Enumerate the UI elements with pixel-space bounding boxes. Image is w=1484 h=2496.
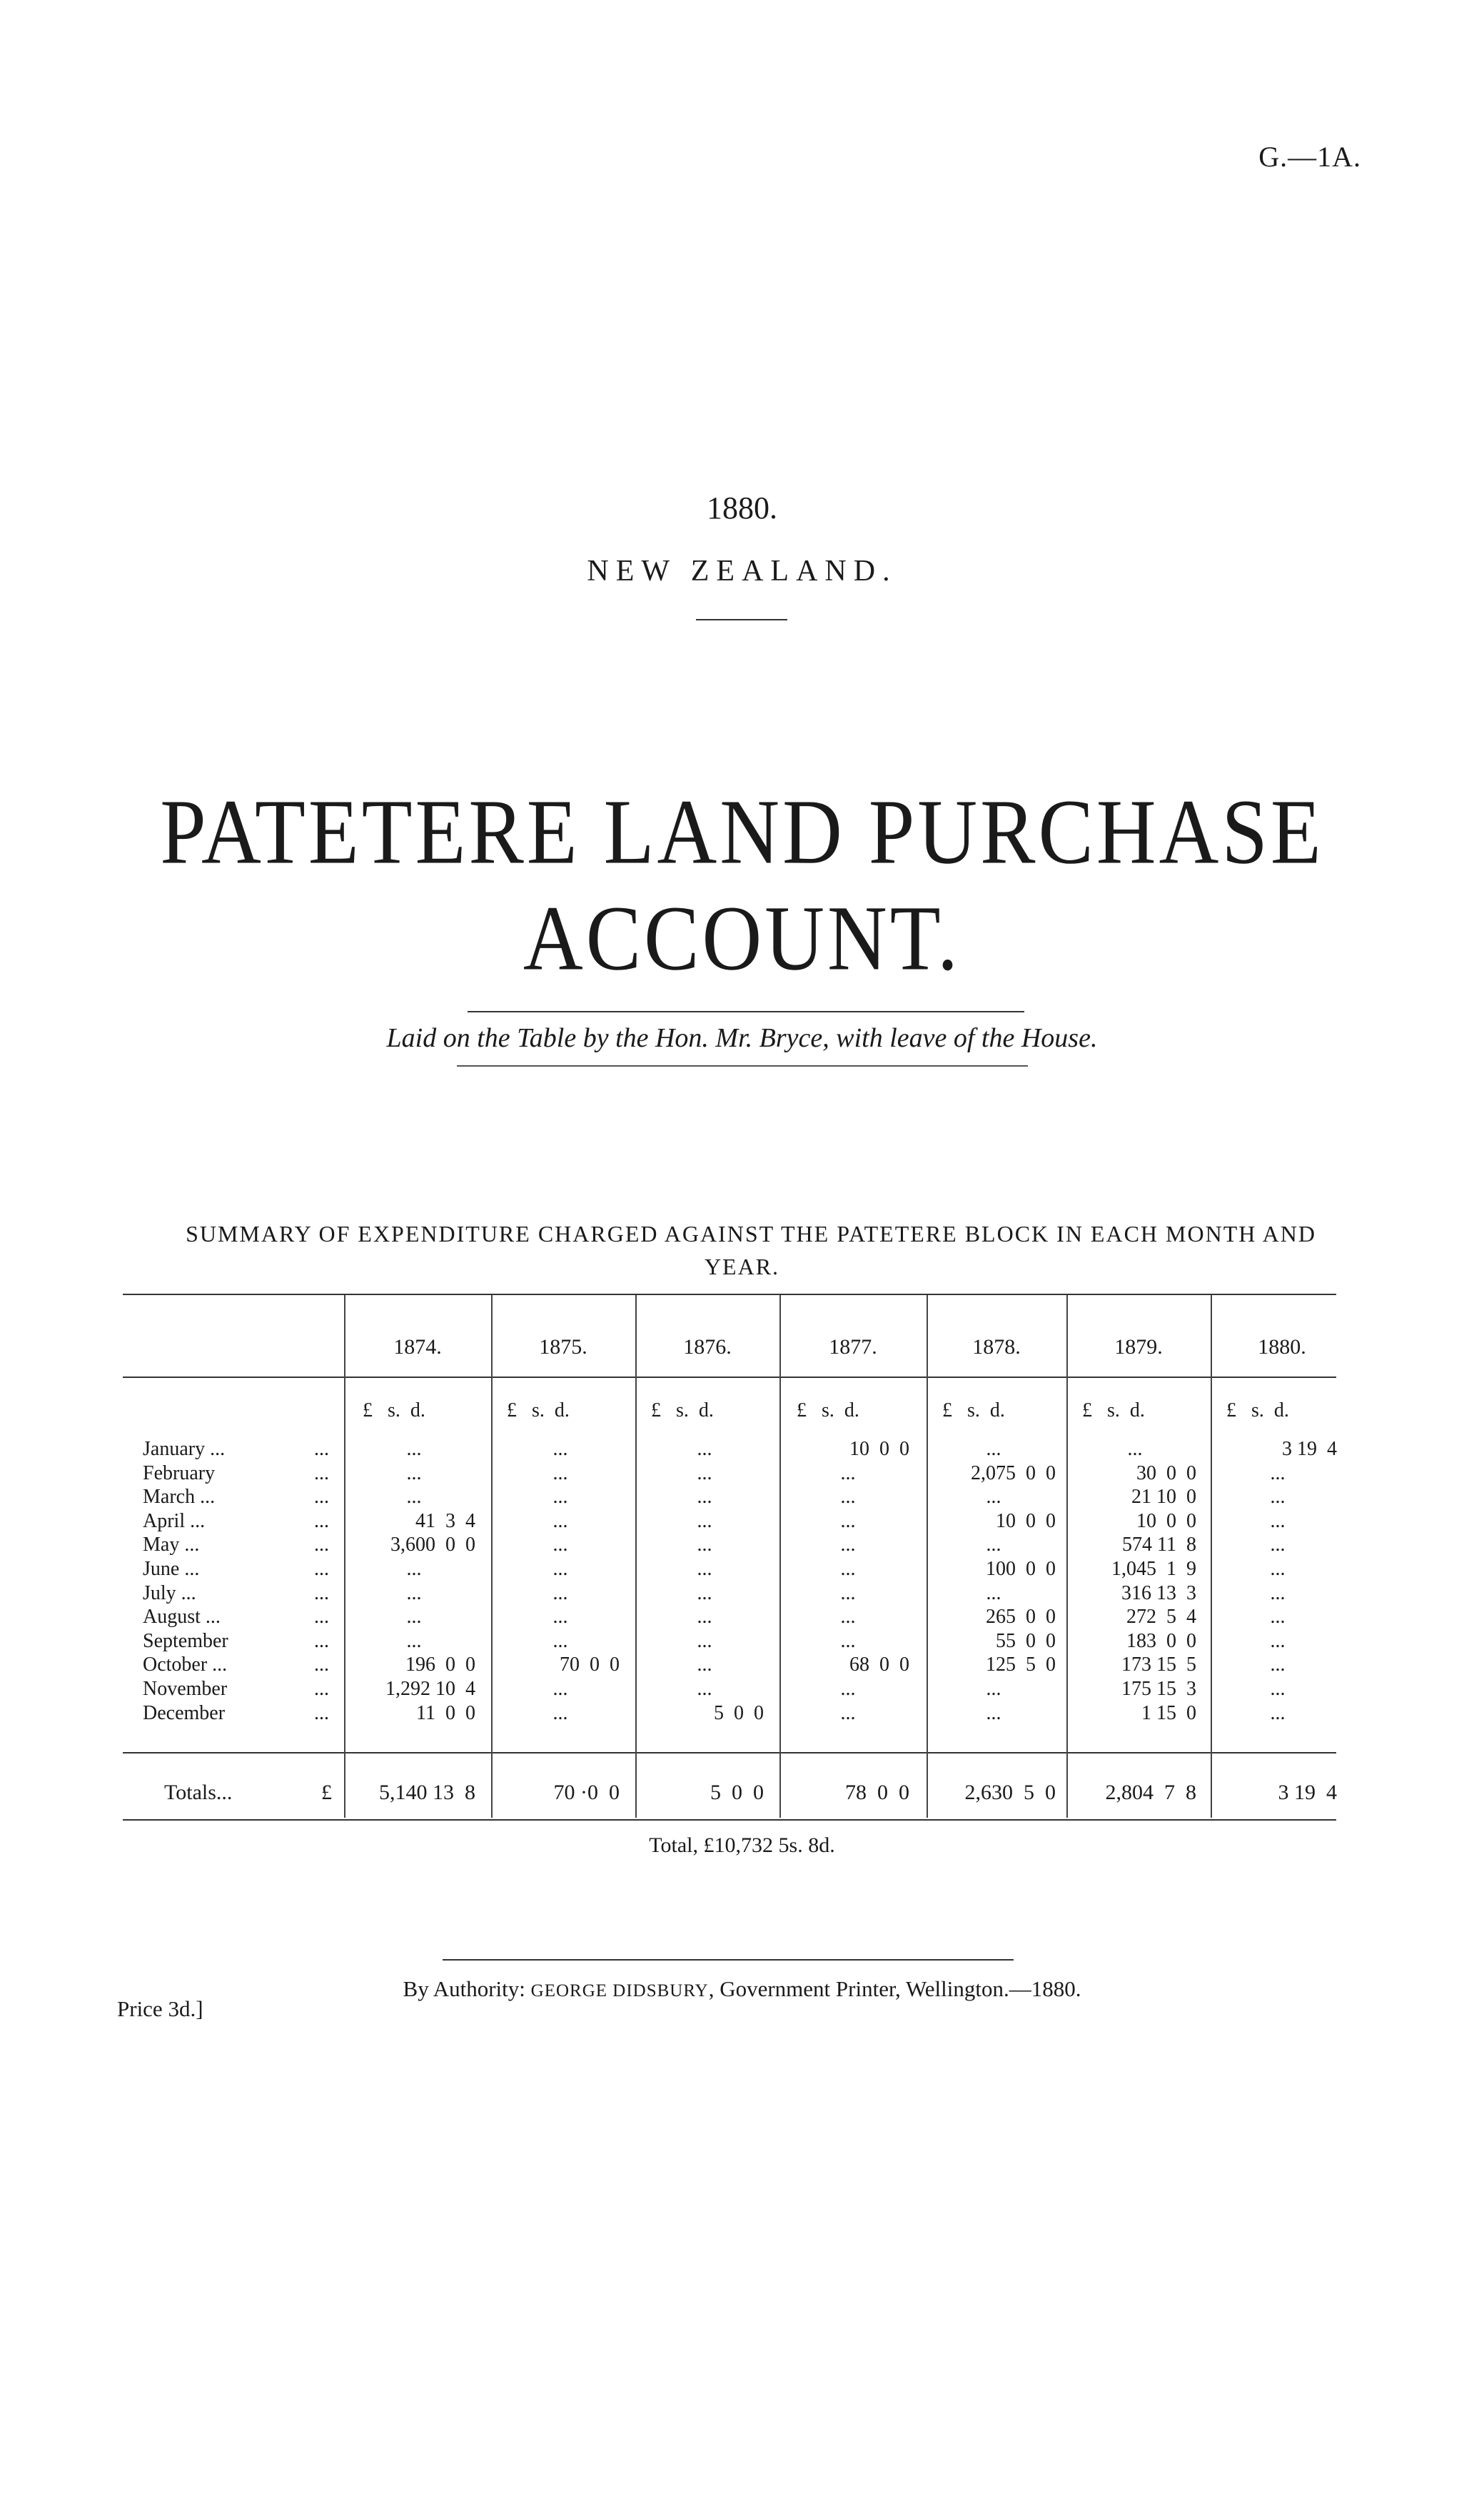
table-cell: ... bbox=[552, 1582, 568, 1604]
table-cell: ... bbox=[986, 1582, 1001, 1604]
table-cell: ... bbox=[1270, 1702, 1286, 1724]
total-1878: 2,630 5 0 bbox=[964, 1781, 1056, 1804]
table-cell: 2,075 0 0 bbox=[971, 1462, 1056, 1484]
column-divider bbox=[927, 1295, 928, 1818]
table-cell: ... bbox=[406, 1486, 422, 1508]
table-cell: 21 10 0 bbox=[1131, 1486, 1196, 1508]
year-header: 1878. bbox=[972, 1335, 1021, 1359]
laid-on-table-note: Laid on the Table by the Hon. Mr. Bryce, with leave of the House. bbox=[386, 1023, 1098, 1053]
divider bbox=[696, 619, 787, 620]
divider bbox=[468, 1011, 1024, 1012]
total-1874: 5,140 13 8 bbox=[379, 1781, 475, 1804]
month-label: May ... bbox=[143, 1534, 200, 1556]
leader-dots: ... bbox=[314, 1630, 329, 1652]
leader-dots: ... bbox=[314, 1702, 329, 1724]
table-cell: ... bbox=[697, 1438, 712, 1460]
column-divider bbox=[344, 1295, 345, 1818]
summary-heading: SUMMARY OF EXPENDITURE CHARGED AGAINST THE PATETERE BLOCK IN EACH MONTH AND bbox=[186, 1221, 1316, 1247]
table-cell: ... bbox=[406, 1462, 422, 1484]
table-cell: ... bbox=[697, 1534, 712, 1556]
table-cell: ... bbox=[406, 1630, 422, 1652]
table-cell: ... bbox=[552, 1486, 568, 1508]
table-cell: 30 0 0 bbox=[1136, 1462, 1196, 1484]
table-cell: ... bbox=[840, 1606, 856, 1628]
leader-dots: ... bbox=[314, 1534, 329, 1556]
table-cell: ... bbox=[552, 1678, 568, 1700]
table-cell: ... bbox=[552, 1438, 568, 1460]
printer-name: GEORGE DIDSBURY bbox=[530, 1981, 709, 2001]
divider bbox=[443, 1959, 1014, 1961]
currency-unit-header: £ s. d. bbox=[507, 1399, 570, 1421]
table-cell: ... bbox=[1127, 1438, 1143, 1460]
table-cell: ... bbox=[840, 1630, 856, 1652]
table-cell: 41 3 4 bbox=[415, 1510, 475, 1532]
table-cell: ... bbox=[1270, 1486, 1286, 1508]
table-cell: 3 19 4 bbox=[1282, 1438, 1337, 1460]
price-label: Price 3d.] bbox=[117, 1996, 203, 2021]
table-cell: 574 11 8 bbox=[1122, 1534, 1196, 1556]
table-cell: ... bbox=[406, 1558, 422, 1580]
table-cell: ... bbox=[697, 1606, 712, 1628]
leader-dots: ... bbox=[314, 1438, 329, 1460]
leader-dots: ... bbox=[314, 1678, 329, 1700]
table-cell: ... bbox=[406, 1606, 422, 1628]
table-cell: ... bbox=[1270, 1534, 1286, 1556]
totals-label: Totals... bbox=[164, 1781, 233, 1804]
leader-dots: ... bbox=[314, 1462, 329, 1484]
currency-unit-header: £ s. d. bbox=[363, 1399, 425, 1421]
document-year: 1880. bbox=[707, 490, 777, 525]
table-top-rule bbox=[123, 1294, 1336, 1295]
table-bottom-rule bbox=[123, 1819, 1336, 1821]
table-cell: ... bbox=[840, 1702, 856, 1724]
table-cell: ... bbox=[552, 1534, 568, 1556]
table-cell: ... bbox=[986, 1486, 1001, 1508]
month-label: September bbox=[143, 1630, 228, 1652]
table-cell: ... bbox=[697, 1462, 712, 1484]
table-cell: ... bbox=[840, 1558, 856, 1580]
printer-authority bbox=[0, 1976, 1484, 2002]
currency-unit-header: £ s. d. bbox=[1082, 1399, 1145, 1421]
page-title: PATETERE LAND PURCHASE ACCOUNT. bbox=[160, 781, 1324, 990]
table-cell: ... bbox=[552, 1606, 568, 1628]
table-cell: ... bbox=[1270, 1582, 1286, 1604]
table-cell: ... bbox=[840, 1486, 856, 1508]
currency-unit-header: £ s. d. bbox=[942, 1399, 1005, 1421]
year-header: 1875. bbox=[539, 1335, 587, 1359]
table-cell: ... bbox=[986, 1678, 1001, 1700]
table-cell: ... bbox=[697, 1510, 712, 1532]
table-cell: 272 5 4 bbox=[1126, 1606, 1196, 1628]
month-label: March ... bbox=[143, 1486, 216, 1508]
table-cell: ... bbox=[840, 1510, 856, 1532]
authority-suffix: , Government Printer, Wellington.—1880. bbox=[708, 1976, 1081, 2001]
table-cell: ... bbox=[552, 1558, 568, 1580]
table-cell: ... bbox=[1270, 1654, 1286, 1676]
currency-unit-header: £ s. d. bbox=[797, 1399, 859, 1421]
table-cell: 1,045 1 9 bbox=[1111, 1558, 1196, 1580]
table-cell: 11 0 0 bbox=[416, 1702, 475, 1724]
table-body-rule bbox=[123, 1752, 1336, 1753]
year-header: 1879. bbox=[1114, 1335, 1163, 1359]
column-divider bbox=[635, 1295, 637, 1818]
table-cell: ... bbox=[406, 1582, 422, 1604]
table-cell: 173 15 5 bbox=[1121, 1654, 1196, 1676]
table-cell: 55 0 0 bbox=[996, 1630, 1056, 1652]
table-cell: ... bbox=[697, 1678, 712, 1700]
table-cell: 3,600 0 0 bbox=[390, 1534, 475, 1556]
table-cell: ... bbox=[986, 1702, 1001, 1724]
table-header-rule bbox=[123, 1377, 1336, 1378]
table-cell: ... bbox=[1270, 1510, 1286, 1532]
leader-dots: ... bbox=[314, 1510, 329, 1532]
table-cell: 1,292 10 4 bbox=[385, 1678, 475, 1700]
authority-prefix: By Authority: bbox=[403, 1976, 531, 2001]
column-divider bbox=[1211, 1295, 1212, 1818]
table-cell: ... bbox=[552, 1510, 568, 1532]
table-cell: 175 15 3 bbox=[1121, 1678, 1196, 1700]
table-cell: ... bbox=[552, 1702, 568, 1724]
total-1876: 5 0 0 bbox=[710, 1781, 764, 1804]
table-cell: 125 5 0 bbox=[986, 1654, 1056, 1676]
document-reference: G.—1A. bbox=[1258, 141, 1361, 173]
table-cell: ... bbox=[697, 1582, 712, 1604]
table-cell: 196 0 0 bbox=[405, 1654, 475, 1676]
divider bbox=[457, 1065, 1028, 1067]
table-cell: 10 0 0 bbox=[996, 1510, 1056, 1532]
table-cell: ... bbox=[840, 1678, 856, 1700]
table-cell: ... bbox=[986, 1534, 1001, 1556]
table-cell: 10 0 0 bbox=[1136, 1510, 1196, 1532]
leader-dots: ... bbox=[314, 1654, 329, 1676]
table-cell: ... bbox=[1270, 1678, 1286, 1700]
table-cell: 68 0 0 bbox=[849, 1654, 909, 1676]
year-header: 1876. bbox=[683, 1335, 732, 1359]
month-label: February bbox=[143, 1462, 216, 1484]
currency-unit-header: £ s. d. bbox=[651, 1399, 714, 1421]
table-cell: ... bbox=[1270, 1630, 1286, 1652]
table-cell: ... bbox=[697, 1630, 712, 1652]
year-header: 1880. bbox=[1258, 1335, 1306, 1359]
table-cell: 10 0 0 bbox=[849, 1438, 909, 1460]
table-cell: ... bbox=[552, 1630, 568, 1652]
month-label: August ... bbox=[143, 1606, 221, 1628]
table-cell: ... bbox=[697, 1558, 712, 1580]
table-cell: 100 0 0 bbox=[986, 1558, 1056, 1580]
table-cell: 1 15 0 bbox=[1141, 1702, 1196, 1724]
column-divider bbox=[491, 1295, 493, 1818]
year-header: 1874. bbox=[393, 1335, 442, 1359]
leader-dots: ... bbox=[314, 1582, 329, 1604]
table-cell: 316 13 3 bbox=[1121, 1582, 1196, 1604]
table-cell: ... bbox=[986, 1438, 1001, 1460]
table-cell: ... bbox=[697, 1486, 712, 1508]
table-cell: 265 0 0 bbox=[986, 1606, 1056, 1628]
month-label: July ... bbox=[143, 1582, 196, 1604]
totals-pound-sign: £ bbox=[321, 1781, 332, 1804]
leader-dots: ... bbox=[314, 1558, 329, 1580]
total-1879: 2,804 7 8 bbox=[1105, 1781, 1196, 1804]
table-cell: ... bbox=[840, 1582, 856, 1604]
table-cell: ... bbox=[1270, 1558, 1286, 1580]
table-cell: ... bbox=[1270, 1606, 1286, 1628]
leader-dots: ... bbox=[314, 1606, 329, 1628]
table-cell: ... bbox=[1270, 1462, 1286, 1484]
month-label: November bbox=[143, 1678, 228, 1700]
table-cell: ... bbox=[697, 1654, 712, 1676]
grand-total: Total, £10,732 5s. 8d. bbox=[649, 1833, 835, 1857]
summary-heading-continued: YEAR. bbox=[704, 1254, 780, 1279]
total-1877: 78 0 0 bbox=[845, 1781, 909, 1804]
table-cell: 183 0 0 bbox=[1126, 1630, 1196, 1652]
table-cell: ... bbox=[552, 1462, 568, 1484]
month-label: April ... bbox=[143, 1510, 206, 1532]
month-label: January ... bbox=[143, 1438, 226, 1460]
table-cell: 70 0 0 bbox=[560, 1654, 620, 1676]
total-1880: 3 19 4 bbox=[1278, 1781, 1337, 1804]
month-label: June ... bbox=[143, 1558, 200, 1580]
table-cell: 5 0 0 bbox=[714, 1702, 764, 1724]
table-cell: ... bbox=[406, 1438, 422, 1460]
table-cell: ... bbox=[840, 1462, 856, 1484]
country-heading: NEW ZEALAND. bbox=[587, 555, 897, 588]
column-divider bbox=[1066, 1295, 1068, 1818]
table-cell: ... bbox=[840, 1534, 856, 1556]
month-label: December bbox=[143, 1702, 226, 1724]
column-divider bbox=[779, 1295, 781, 1818]
month-label: October ... bbox=[143, 1654, 228, 1676]
currency-unit-header: £ s. d. bbox=[1226, 1399, 1289, 1421]
year-header: 1877. bbox=[829, 1335, 877, 1359]
total-1875: 70 ·0 0 bbox=[553, 1781, 620, 1804]
leader-dots: ... bbox=[314, 1486, 329, 1508]
